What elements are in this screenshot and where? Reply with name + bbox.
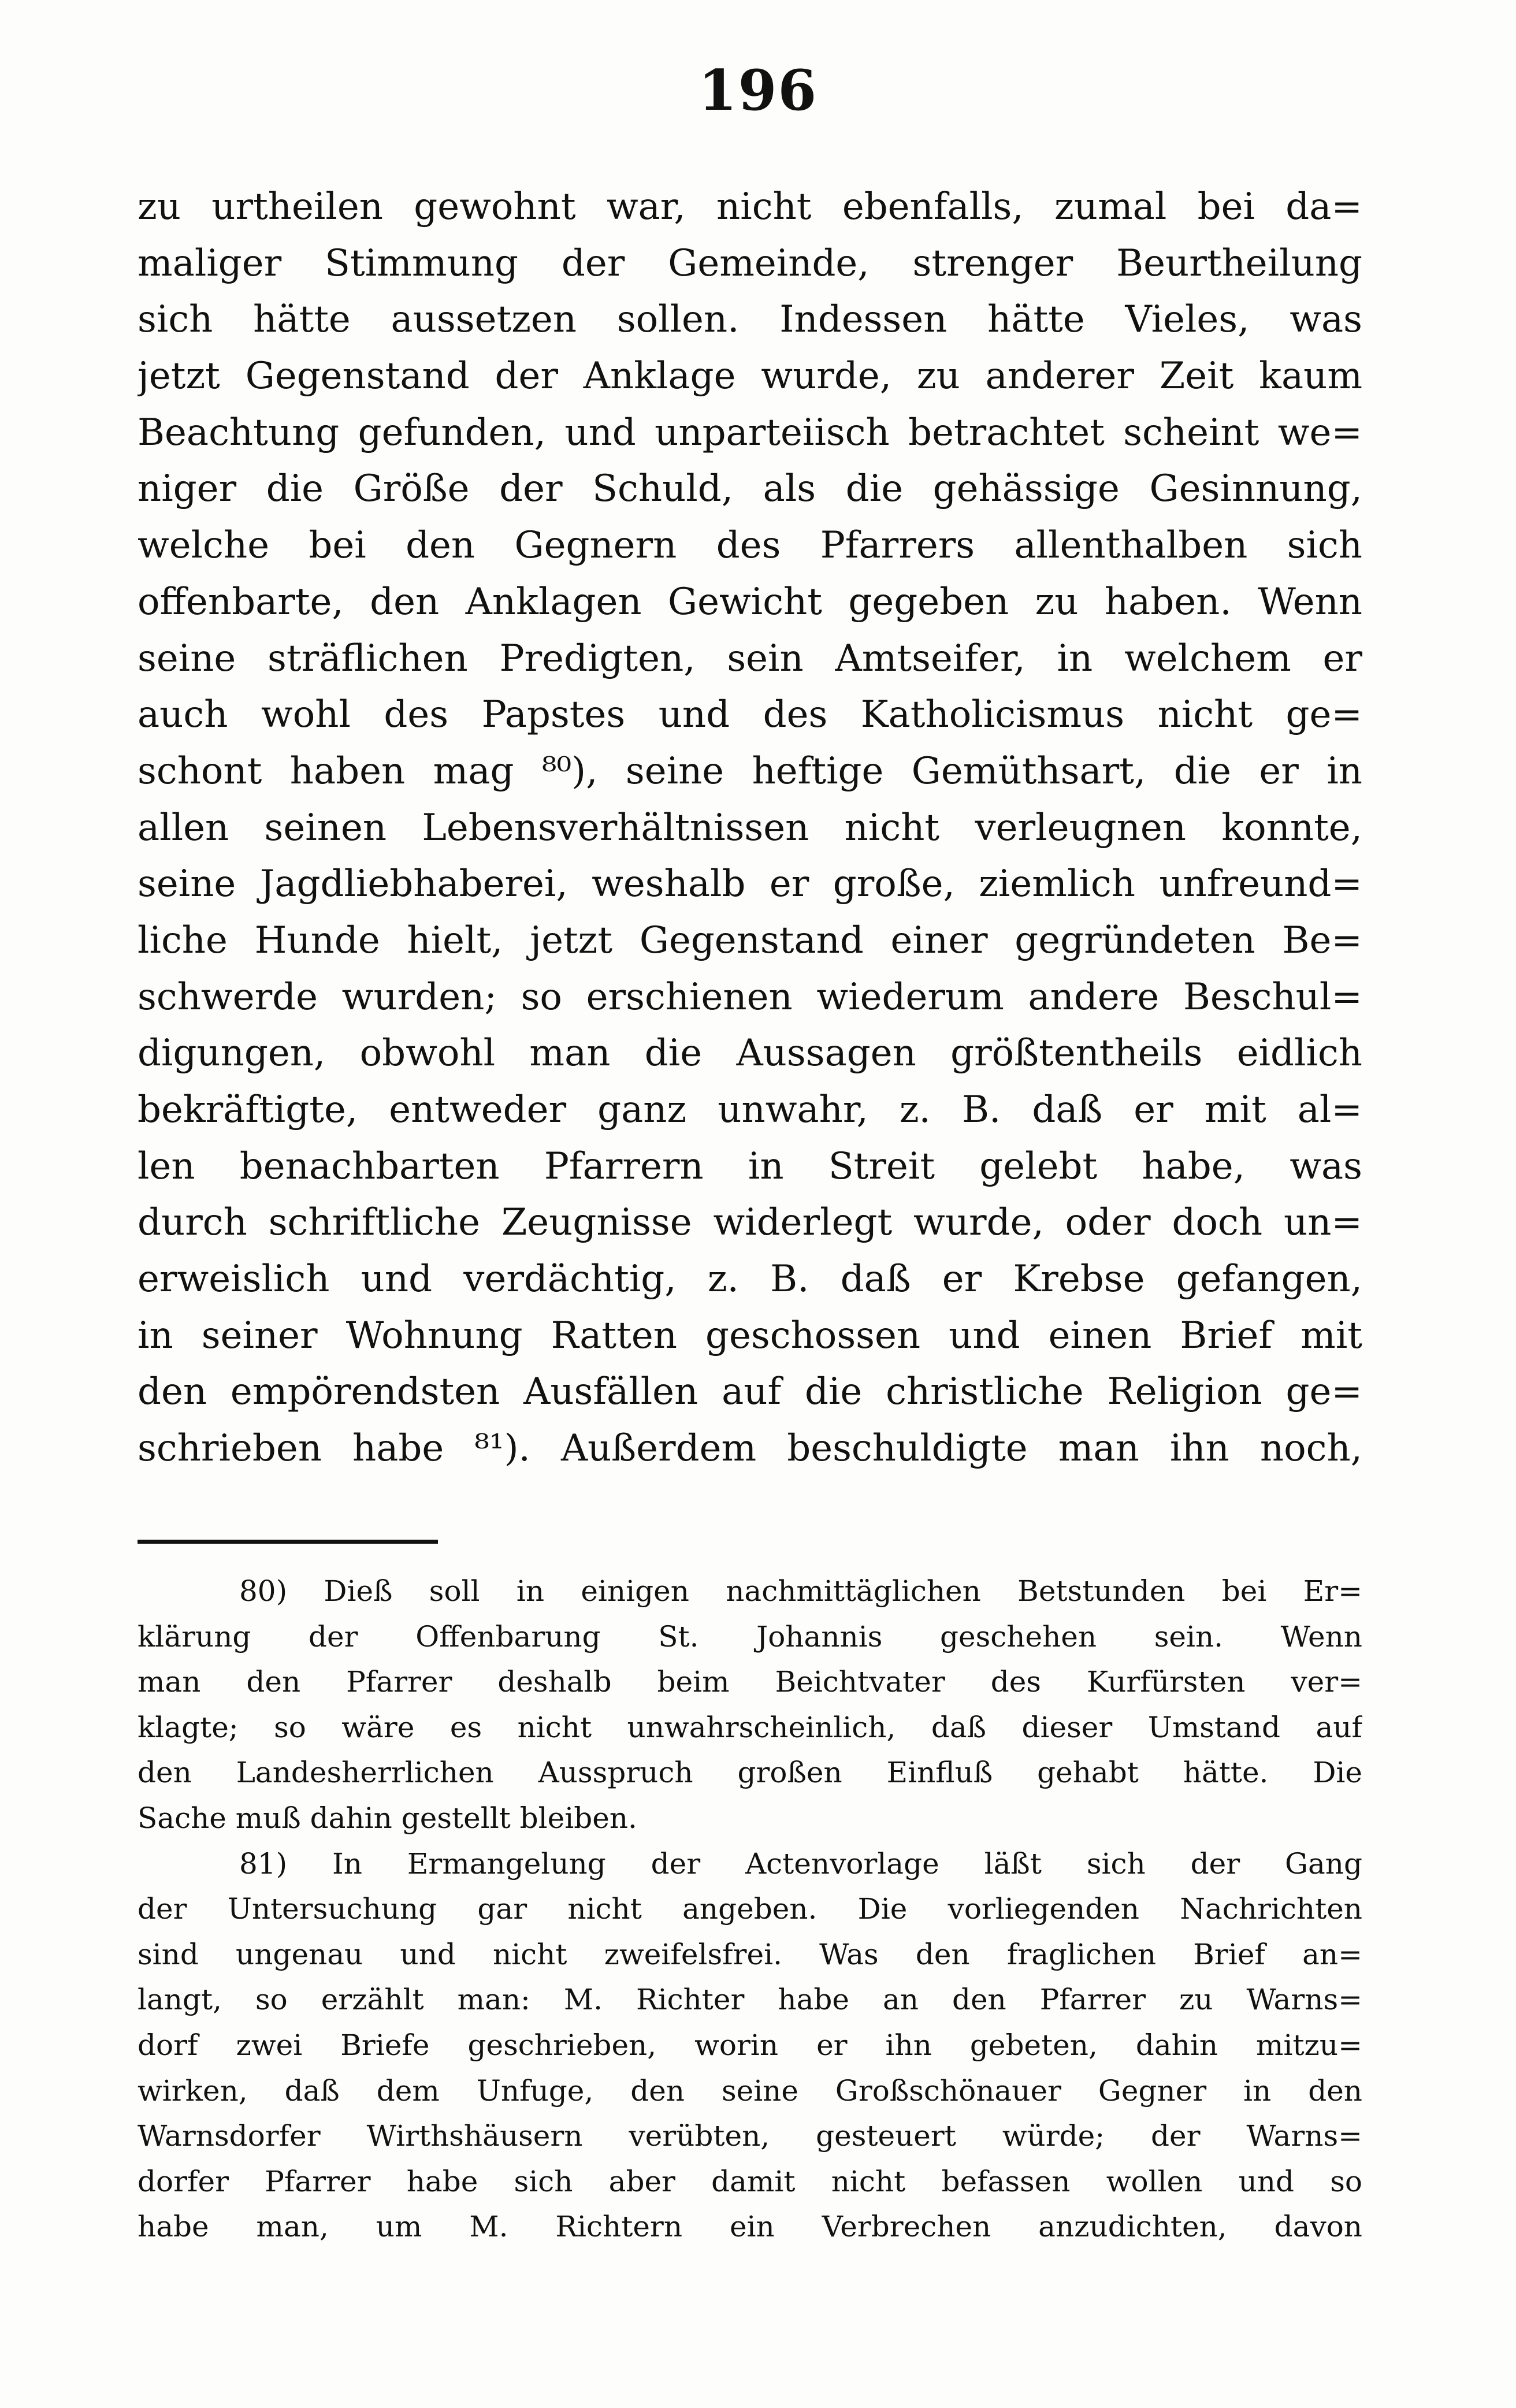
footnote-81-line: der Untersuchung gar nicht angeben. Die vorliegenden Nachrichten (138, 1892, 1362, 1926)
text-line: zu urtheilen gewohnt war, nicht ebenfalls, zumal bei da= (138, 185, 1362, 228)
text-line: den empörendsten Ausfällen auf die christliche Religion ge= (138, 1370, 1362, 1414)
text-line: durch schriftliche Zeugnisse widerlegt wurde, oder doch un= (138, 1201, 1362, 1244)
text-line: len benachbarten Pfarrern in Streit gelebt habe, was (138, 1144, 1362, 1188)
text-line: allen seinen Lebensverhältnissen nicht verleugnen konnte, (138, 806, 1362, 849)
footnote-81-line: dorf zwei Briefe geschrieben, worin er ihn gebeten, dahin mitzu= (138, 2028, 1362, 2062)
footnote-81-line: langt, so erzählt man: M. Richter habe an den Pfarrer zu Warns= (138, 1983, 1362, 2017)
text-line: liche Hunde hielt, jetzt Gegenstand einer gegründeten Be= (138, 919, 1362, 962)
text-line: digungen, obwohl man die Aussagen größtentheils eidlich (138, 1032, 1362, 1075)
text-line: offenbarte, den Anklagen Gewicht gegeben zu haben. Wenn (138, 580, 1362, 623)
footnote-80-line: 80) Dieß soll in einigen nachmittäglichen Betstunden bei Er= (239, 1574, 1362, 1608)
text-line: sich hätte aussetzen sollen. Indessen hätte Vieles, was (138, 298, 1362, 341)
text-line: schont haben mag ⁸⁰), seine heftige Gemüthsart, die er in (138, 749, 1362, 793)
footnote-separator (138, 1540, 438, 1544)
footnote-81-line: wirken, daß dem Unfuge, den seine Großschönauer Gegner in den (138, 2073, 1362, 2108)
text-line: seine Jagdliebhaberei, weshalb er große, ziemlich unfreund= (138, 863, 1362, 906)
text-line: maliger Stimmung der Gemeinde, strenger Beurtheilung (138, 241, 1362, 285)
footnote-81-line: habe man, um M. Richtern ein Verbrechen anzudichten, davon (138, 2210, 1362, 2244)
text-line: Beachtung gefunden, und unparteiisch betrachtet scheint we= (138, 411, 1362, 454)
footnote-80-line: man den Pfarrer deshalb beim Beichtvater des Kurfürsten ver= (138, 1665, 1362, 1699)
footnote-81-line: Warnsdorfer Wirthshäusern verübten, gesteuert würde; der Warns= (138, 2119, 1362, 2153)
text-line: bekräftigte, entweder ganz unwahr, z. B. daß er mit al= (138, 1088, 1362, 1131)
footnote-81-line: dorfer Pfarrer habe sich aber damit nicht befassen wollen und so (138, 2164, 1362, 2198)
footnotes (138, 1569, 1362, 2250)
text-line: welche bei den Gegnern des Pfarrers allenthalben sich (138, 524, 1362, 567)
text-line: in seiner Wohnung Ratten geschossen und einen Brief mit (138, 1314, 1362, 1357)
footnote-80-line: den Landesherrlichen Ausspruch großen Einfluß gehabt hätte. Die (138, 1756, 1362, 1790)
footnote-80-line: klagte; so wäre es nicht unwahrscheinlich, daß dieser Umstand auf (138, 1710, 1362, 1744)
page-number: 196 (698, 58, 818, 123)
text-line: schrieben habe ⁸¹). Außerdem beschuldigte man ihn noch, (138, 1427, 1362, 1470)
text-line: auch wohl des Papstes und des Katholicismus nicht ge= (138, 693, 1362, 737)
footnote-81-line: sind ungenau und nicht zweifelsfrei. Was den fraglichen Brief an= (138, 1937, 1362, 1971)
text-line: schwerde wurden; so erschienen wiederum andere Beschul= (138, 975, 1362, 1019)
body-text (138, 179, 1362, 1477)
text-line: jetzt Gegenstand der Anklage wurde, zu anderer Zeit kaum (138, 355, 1362, 398)
footnote-81-line: 81) In Ermangelung der Actenvorlage läßt sich der Gang (239, 1846, 1362, 1881)
text-line: seine sträflichen Predigten, sein Amtseifer, in welchem er (138, 637, 1362, 680)
footnote-80-line: Sache muß dahin gestellt bleiben. (138, 1801, 637, 1835)
text-line: niger die Größe der Schuld, als die gehässige Gesinnung, (138, 467, 1362, 511)
text-line: erweislich und verdächtig, z. B. daß er Krebse gefangen, (138, 1258, 1362, 1301)
footnote-80-line: klärung der Offenbarung St. Johannis geschehen sein. Wenn (138, 1619, 1362, 1653)
